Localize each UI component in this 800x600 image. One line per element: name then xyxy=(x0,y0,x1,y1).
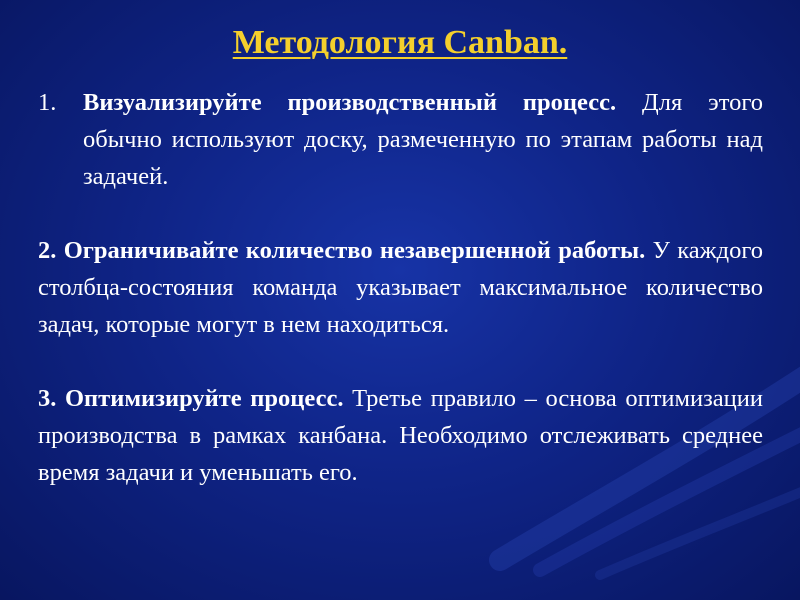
list-item-1-text: Для этого обычно используют доску, размеченную по этапам работы над задачей. xyxy=(83,89,764,190)
list-item-1-number: 1. xyxy=(38,89,57,116)
list-item-1 xyxy=(38,84,763,195)
list-item-2-heading: Ограничивайте количество незавершенной работы. xyxy=(63,237,646,264)
list-item-2 xyxy=(38,232,763,343)
list-item-3-heading: Оптимизируйте процесс. xyxy=(65,385,344,412)
slide-content xyxy=(38,84,763,491)
list-item-2-number: 2. xyxy=(38,237,57,264)
slide-title: Методология Canban. xyxy=(232,24,568,61)
list-item-3-number: 3. xyxy=(38,385,57,412)
list-item-2-text: У каждого столбца-состояния команда указывает максимальное количество задач, которые могут в нем находиться. xyxy=(38,237,764,338)
list-item-1-heading: Визуализируйте производственный процесс. xyxy=(83,89,617,116)
list-item-3 xyxy=(38,380,763,491)
list-item-3-text: Третье правило – основа оптимизации производства в рамках канбана. Необходимо отслеживать среднее время задачи и уменьшать его. xyxy=(38,385,764,486)
